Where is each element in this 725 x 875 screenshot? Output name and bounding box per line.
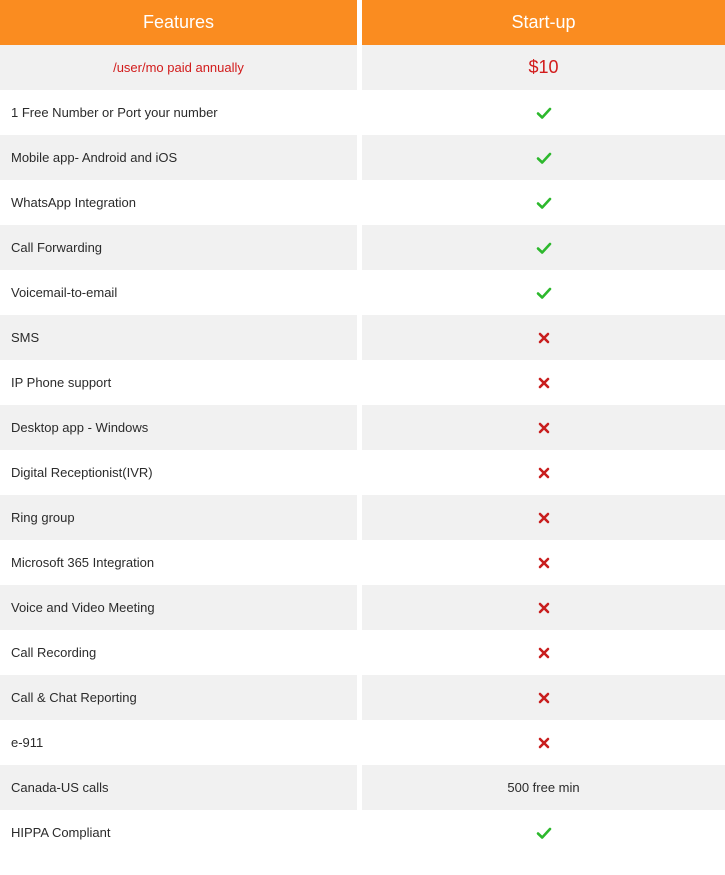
- cross-icon: [536, 690, 552, 706]
- check-icon: [536, 285, 552, 301]
- cross-icon: [536, 510, 552, 526]
- feature-label: Voice and Video Meeting: [0, 585, 357, 630]
- plan-price: $10: [362, 45, 725, 90]
- feature-label: Canada-US calls: [0, 765, 357, 810]
- check-icon: [536, 150, 552, 166]
- cross-icon: [536, 375, 552, 391]
- feature-availability: [362, 720, 725, 765]
- feature-availability: [362, 180, 725, 225]
- feature-availability: [362, 675, 725, 720]
- feature-availability: [362, 270, 725, 315]
- feature-availability: [362, 225, 725, 270]
- feature-label: Voicemail-to-email: [0, 270, 357, 315]
- check-icon: [536, 105, 552, 121]
- feature-availability: [362, 540, 725, 585]
- feature-label: WhatsApp Integration: [0, 180, 357, 225]
- check-icon: [536, 825, 552, 841]
- feature-label: Call Recording: [0, 630, 357, 675]
- feature-label: Desktop app - Windows: [0, 405, 357, 450]
- feature-availability: [362, 315, 725, 360]
- feature-availability: [362, 495, 725, 540]
- billing-note: /user/mo paid annually: [0, 45, 357, 90]
- startup-plan-column-header: Start-up: [362, 0, 725, 45]
- feature-label: SMS: [0, 315, 357, 360]
- feature-availability: [362, 765, 725, 810]
- feature-availability: [362, 810, 725, 855]
- check-icon: [536, 240, 552, 256]
- feature-label: Mobile app- Android and iOS: [0, 135, 357, 180]
- feature-availability: [362, 405, 725, 450]
- feature-availability: [362, 90, 725, 135]
- feature-availability: [362, 630, 725, 675]
- features-column-header: Features: [0, 0, 357, 45]
- feature-availability: [362, 360, 725, 405]
- feature-label: Microsoft 365 Integration: [0, 540, 357, 585]
- feature-label: Call & Chat Reporting: [0, 675, 357, 720]
- cross-icon: [536, 645, 552, 661]
- cross-icon: [536, 555, 552, 571]
- check-icon: [536, 195, 552, 211]
- cross-icon: [536, 465, 552, 481]
- feature-label: IP Phone support: [0, 360, 357, 405]
- feature-availability: [362, 450, 725, 495]
- feature-value-text: 500 free min: [507, 780, 580, 795]
- feature-availability: [362, 585, 725, 630]
- feature-label: e-911: [0, 720, 357, 765]
- feature-label: HIPPA Compliant: [0, 810, 357, 855]
- cross-icon: [536, 600, 552, 616]
- feature-label: 1 Free Number or Port your number: [0, 90, 357, 135]
- cross-icon: [536, 735, 552, 751]
- feature-availability: [362, 135, 725, 180]
- feature-label: Call Forwarding: [0, 225, 357, 270]
- feature-label: Ring group: [0, 495, 357, 540]
- feature-label: Digital Receptionist(IVR): [0, 450, 357, 495]
- cross-icon: [536, 420, 552, 436]
- cross-icon: [536, 330, 552, 346]
